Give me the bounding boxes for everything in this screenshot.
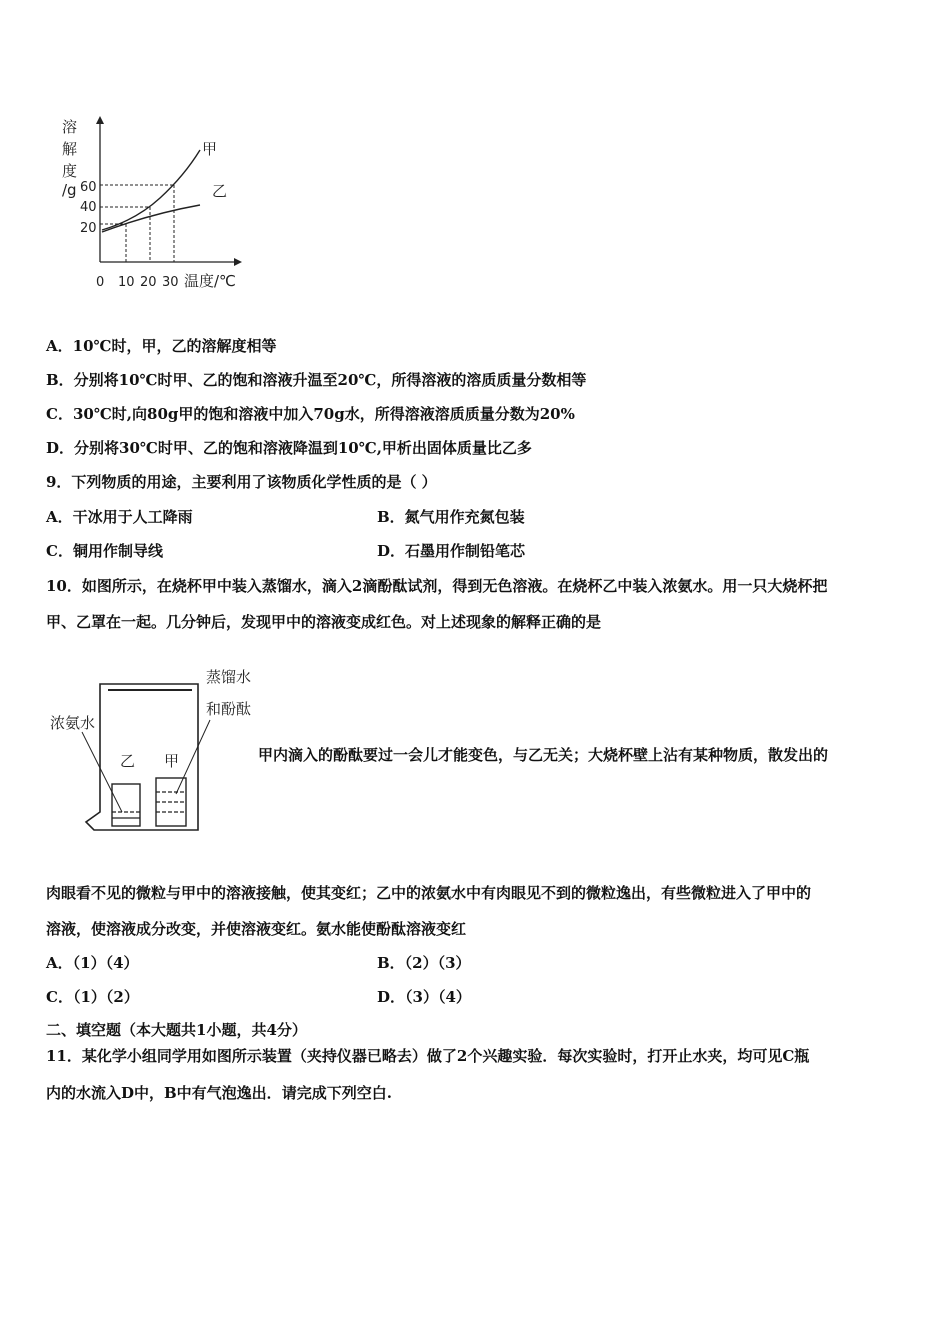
x-tick-label: 20 (140, 275, 157, 290)
curve-label-jia: 甲 (202, 140, 218, 158)
x-tick-label: 30 (162, 275, 179, 290)
q9-option-a: A．干冰用于人工降雨 (46, 508, 193, 526)
label-distilled-water: 蒸馏水 (206, 668, 252, 686)
q9-option-d: D．石墨用作制铅笔芯 (377, 542, 526, 560)
curve-label-yi: 乙 (212, 182, 228, 200)
q8-option-d: D．分别将30℃时甲、乙的饱和溶液降温到10℃,甲析出固体质量比乙多 (46, 439, 532, 457)
q9-option-c: C．铜用作制导线 (46, 542, 163, 560)
q9-option-b: B．氮气用作充氮包装 (377, 508, 525, 526)
y-tick-label: 20 (80, 221, 97, 236)
curve-yi (102, 205, 200, 232)
q8-option-c: C．30℃时,向80g甲的饱和溶液中加入70g水，所得溶液溶质质量分数为20% (46, 405, 575, 423)
q10-explanation-line-2: 肉眼看不见的微粒与甲中的溶液接触，使其变红；乙中的浓氨水中有肉眼见不到的微粒逸出，有些微粒进入了甲中的 (46, 884, 812, 902)
label-phenolphthalein: 和酚酞 (206, 700, 252, 718)
leader-line-ammonia (82, 732, 122, 812)
q10-explanation-line-3: 溶液，使溶液成分改变，并使溶液变红。氨水能使酚酞溶液变红 (46, 920, 467, 938)
q10-option-c: C．（1）（2） (46, 988, 139, 1006)
q11-line-2: 内的水流入D中，B中有气泡逸出．请完成下列空白. (46, 1084, 392, 1102)
q9-stem: 9．下列物质的用途，主要利用了该物质化学性质的是（ ） (46, 473, 437, 491)
y-axis-unit: /g (62, 181, 77, 199)
x-axis-label: 温度/℃ (184, 272, 236, 290)
q10-option-b: B．（2）（3） (377, 954, 471, 972)
label-beaker-jia: 甲 (164, 752, 180, 770)
x-axis-arrow (234, 258, 242, 266)
curve-jia (102, 150, 200, 230)
y-tick-label: 40 (80, 200, 97, 215)
y-tick-label: 60 (80, 180, 97, 195)
q8-option-a: A．10℃时，甲，乙的溶解度相等 (46, 337, 277, 355)
q10-option-d: D．（3）（4） (377, 988, 471, 1006)
beaker-figure (46, 662, 266, 842)
y-axis-char: 解 (62, 140, 78, 158)
y-axis-arrow (96, 116, 104, 124)
leader-line-water (176, 720, 210, 794)
q8-option-b: B．分别将10℃时甲、乙的饱和溶液升温至20℃，所得溶液的溶质质量分数相等 (46, 371, 587, 389)
beaker-yi (112, 784, 140, 826)
x-tick-label: 10 (118, 275, 135, 290)
q10-explanation-line-1: 甲内滴入的酚酞要过一会儿才能变色，与乙无关；大烧杯壁上沾有某种物质，散发出的 (258, 746, 829, 764)
x-tick-label: 0 (96, 275, 105, 290)
large-beaker (86, 684, 198, 830)
label-ammonia: 浓氨水 (50, 714, 96, 732)
solubility-graph (50, 112, 310, 312)
y-axis-char: 度 (62, 162, 78, 180)
y-axis-char: 溶 (62, 118, 78, 136)
q11-line-1: 11．某化学小组同学用如图所示装置（夹持仪器已略去）做了2个兴趣实验．每次实验时，打开止水夹，均可见C瓶 (46, 1047, 810, 1065)
label-beaker-yi: 乙 (120, 752, 136, 770)
q10-stem-line-2: 甲、乙罩在一起。几分钟后，发现甲中的溶液变成红色。对上述现象的解释正确的是 (46, 613, 602, 631)
q10-stem-line-1: 10．如图所示，在烧杯甲中装入蒸馏水，滴入2滴酚酞试剂，得到无色溶液。在烧杯乙中装入浓氨水。用一只大烧杯把 (46, 577, 828, 595)
q10-option-a: A．（1）（4） (46, 954, 139, 972)
section-heading: 二、填空题（本大题共1小题，共4分） (46, 1021, 307, 1039)
